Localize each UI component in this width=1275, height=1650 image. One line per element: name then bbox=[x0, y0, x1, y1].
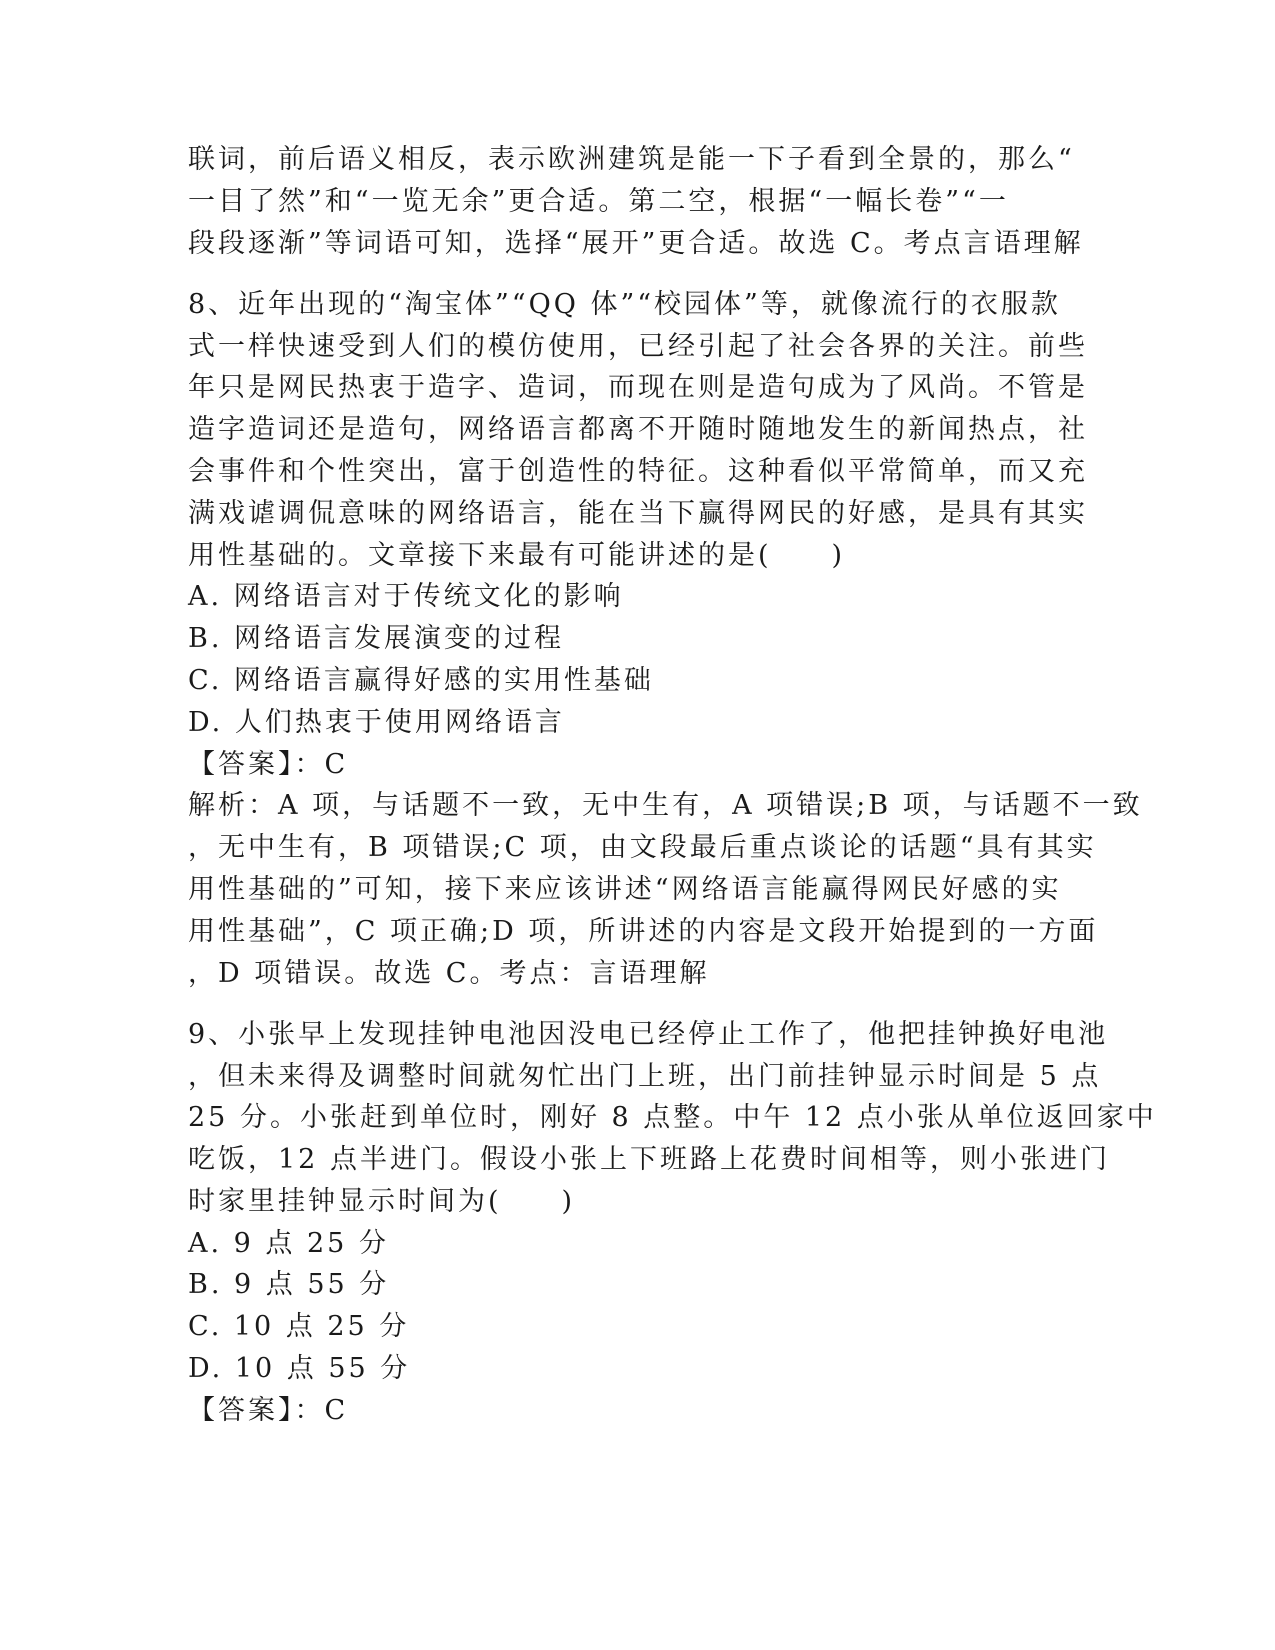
q9-stem-line: 吃饭，12 点半进门。假设小张上下班路上花费时间相等，则小张进门 bbox=[188, 1144, 1110, 1175]
q8-answer: 【答案】：C bbox=[188, 749, 349, 780]
q9-stem-line: 25 分。小张赶到单位时，刚好 8 点整。中午 12 点小张从单位返回家中 bbox=[188, 1102, 1157, 1133]
q8-option-d: D. 人们热衷于使用网络语言 bbox=[188, 707, 565, 738]
q7-analysis-line: 联词，前后语义相反，表示欧洲建筑是能一下子看到全景的，那么“ bbox=[188, 144, 1075, 175]
q9-stem-line: ，但未来得及调整时间就匆忙出门上班，出门前挂钟显示时间是 5 点 bbox=[188, 1061, 1102, 1092]
q8-stem-line: 会事件和个性突出，富于创造性的特征。这种看似平常简单，而又充 bbox=[188, 456, 1088, 487]
q8-analysis-line: 用性基础的”可知，接下来应该讲述“网络语言能赢得网民好感的实 bbox=[188, 874, 1062, 905]
q9-stem-line: 时家里挂钟显示时间为( ) bbox=[188, 1186, 576, 1217]
q9-option-d: D. 10 点 55 分 bbox=[188, 1353, 411, 1384]
q8-stem-line: 用性基础的。文章接下来最有可能讲述的是( ) bbox=[188, 540, 846, 571]
q7-analysis-line: 段段逐渐”等词语可知，选择“展开”更合适。故选 C。考点言语理解 bbox=[188, 228, 1084, 259]
q8-analysis-line: 解析：A 项，与话题不一致，无中生有，A 项错误;B 项，与话题不一致 bbox=[188, 790, 1143, 821]
q9-answer: 【答案】：C bbox=[188, 1395, 349, 1426]
q9-option-a: A. 9 点 25 分 bbox=[188, 1228, 389, 1259]
q8-analysis-line: ，D 项错误。故选 C。考点：言语理解 bbox=[188, 958, 710, 989]
q8-analysis-line: 用性基础”，C 项正确;D 项，所讲述的内容是文段开始提到的一方面 bbox=[188, 916, 1099, 947]
q8-option-a: A. 网络语言对于传统文化的影响 bbox=[188, 581, 624, 612]
q8-stem-line: 年只是网民热衷于造字、造词，而现在则是造句成为了风尚。不管是 bbox=[188, 372, 1088, 403]
q9-stem-line: 9、小张早上发现挂钟电池因没电已经停止工作了，他把挂钟换好电池 bbox=[188, 1019, 1109, 1050]
q8-stem-line: 满戏谑调侃意味的网络语言，能在当下赢得网民的好感，是具有其实 bbox=[188, 498, 1088, 529]
q8-stem-line: 8、近年出现的“淘宝体”“QQ 体”“校园体”等，就像流行的衣服款 bbox=[188, 289, 1061, 320]
q8-stem-line: 式一样快速受到人们的模仿使用，已经引起了社会各界的关注。前些 bbox=[188, 331, 1088, 362]
q9-option-c: C. 10 点 25 分 bbox=[188, 1311, 410, 1342]
q8-stem-line: 造字造词还是造句，网络语言都离不开随时随地发生的新闻热点，社 bbox=[188, 414, 1088, 445]
q8-option-c: C. 网络语言赢得好感的实用性基础 bbox=[188, 665, 654, 696]
q7-analysis-line: 一目了然”和“一览无余”更合适。第二空，根据“一幅长卷”“一 bbox=[188, 186, 1009, 217]
q8-option-b: B. 网络语言发展演变的过程 bbox=[188, 623, 565, 654]
q8-analysis-line: ，无中生有，B 项错误;C 项，由文段最后重点谈论的话题“具有其实 bbox=[188, 832, 1097, 863]
q9-option-b: B. 9 点 55 分 bbox=[188, 1269, 390, 1300]
